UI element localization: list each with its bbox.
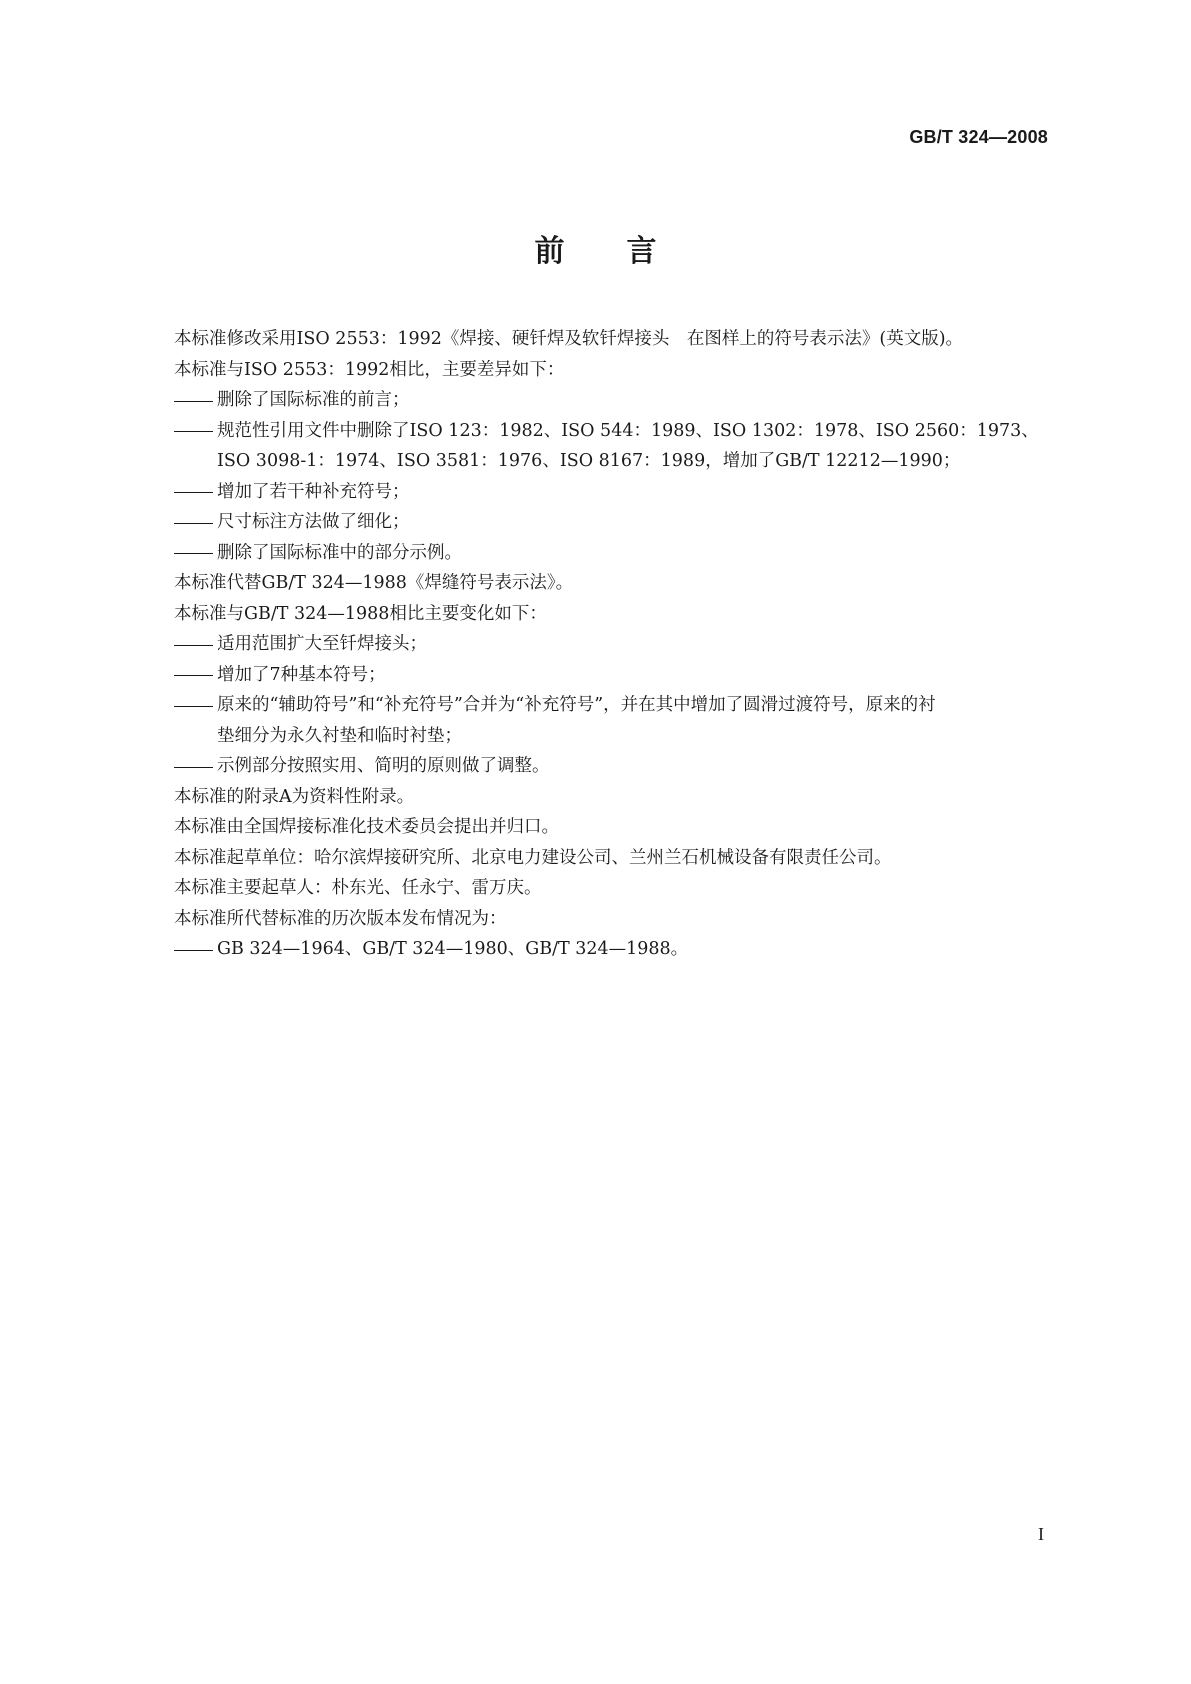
dash-bullet xyxy=(174,387,217,415)
list-item xyxy=(174,630,1060,658)
list-item-text: GB 324—1964、GB/T 324—1980、GB/T 324—1988。 xyxy=(217,939,689,959)
paragraph xyxy=(174,600,1060,628)
list-item-text: 示例部分按照实用、简明的原则做了调整。 xyxy=(217,756,550,776)
list-item xyxy=(174,691,1060,719)
list-item-continuation xyxy=(174,447,1060,475)
dash-bullet xyxy=(174,478,217,506)
list-item-text: 原来的“辅助符号”和“补充符号”合并为“补充符号”，并在其中增加了圆滑过渡符号，原来的衬 xyxy=(217,695,936,715)
paragraph-text: 本标准与ISO 2553：1992相比，主要差异如下： xyxy=(174,359,565,380)
paragraph-text: 本标准的附录A为资料性附录。 xyxy=(174,786,415,807)
dash-bullet xyxy=(174,692,217,720)
page-number: I xyxy=(1038,1524,1044,1544)
paragraph xyxy=(174,874,1060,902)
dash-bullet xyxy=(174,509,217,537)
dash-bullet xyxy=(174,417,217,445)
list-item-text: 删除了国际标准中的部分示例。 xyxy=(217,542,462,563)
paragraph-text: 本标准代替GB/T 324—1988《焊缝符号表示法》。 xyxy=(174,573,574,593)
list-item-text: 尺寸标注方法做了细化； xyxy=(217,512,410,532)
paragraph-text: 本标准修改采用ISO 2553：1992《焊接、硬钎焊及软钎焊接头 在图样上的符号表示法》(英文版)。 xyxy=(174,329,964,349)
list-item-text: 删除了国际标准的前言； xyxy=(217,390,410,410)
paragraph xyxy=(174,569,1060,597)
list-item-continuation xyxy=(174,722,1060,750)
paragraph xyxy=(174,783,1060,811)
paragraph-text: 本标准所代替标准的历次版本发布情况为： xyxy=(174,908,507,929)
list-item-text: ISO 3098-1：1974、ISO 3581：1976、ISO 8167：1989，增加了GB/T 12212—1990； xyxy=(217,451,961,471)
list-item xyxy=(174,386,1060,414)
standard-code: GB/T 324—2008 xyxy=(909,127,1048,147)
foreword-body xyxy=(174,325,1060,966)
dash-bullet xyxy=(174,539,217,567)
list-item-text: 垫细分为永久衬垫和临时衬垫； xyxy=(217,725,462,746)
paragraph xyxy=(174,356,1060,384)
list-item-text: 适用范围扩大至钎焊接头； xyxy=(217,634,427,654)
list-item-text: 规范性引用文件中删除了ISO 123：1982、ISO 544：1989、ISO 1302：1978、ISO 2560：1973、 xyxy=(217,420,1039,441)
dash-bullet xyxy=(174,753,217,781)
list-item xyxy=(174,935,1060,963)
list-item xyxy=(174,661,1060,689)
paragraph xyxy=(174,844,1060,872)
dash-bullet xyxy=(174,661,217,689)
paragraph xyxy=(174,905,1060,933)
page-title: 前言 xyxy=(534,234,719,269)
paragraph xyxy=(174,813,1060,841)
list-item xyxy=(174,478,1060,506)
dash-bullet xyxy=(174,631,217,659)
dash-bullet xyxy=(174,936,217,964)
list-item xyxy=(174,508,1060,536)
list-item-text: 增加了7种基本符号； xyxy=(217,664,386,685)
paragraph-text: 本标准主要起草人：朴东光、任永宁、雷万庆。 xyxy=(174,878,542,898)
paragraph-text: 本标准与GB/T 324—1988相比主要变化如下： xyxy=(174,603,547,624)
list-item xyxy=(174,417,1060,445)
list-item xyxy=(174,539,1060,567)
paragraph-text: 本标准由全国焊接标准化技术委员会提出并归口。 xyxy=(174,817,559,837)
paragraph xyxy=(174,325,1060,353)
list-item xyxy=(174,752,1060,780)
paragraph-text: 本标准起草单位：哈尔滨焊接研究所、北京电力建设公司、兰州兰石机械设备有限责任公司。 xyxy=(174,847,892,868)
list-item-text: 增加了若干种补充符号； xyxy=(217,481,410,502)
